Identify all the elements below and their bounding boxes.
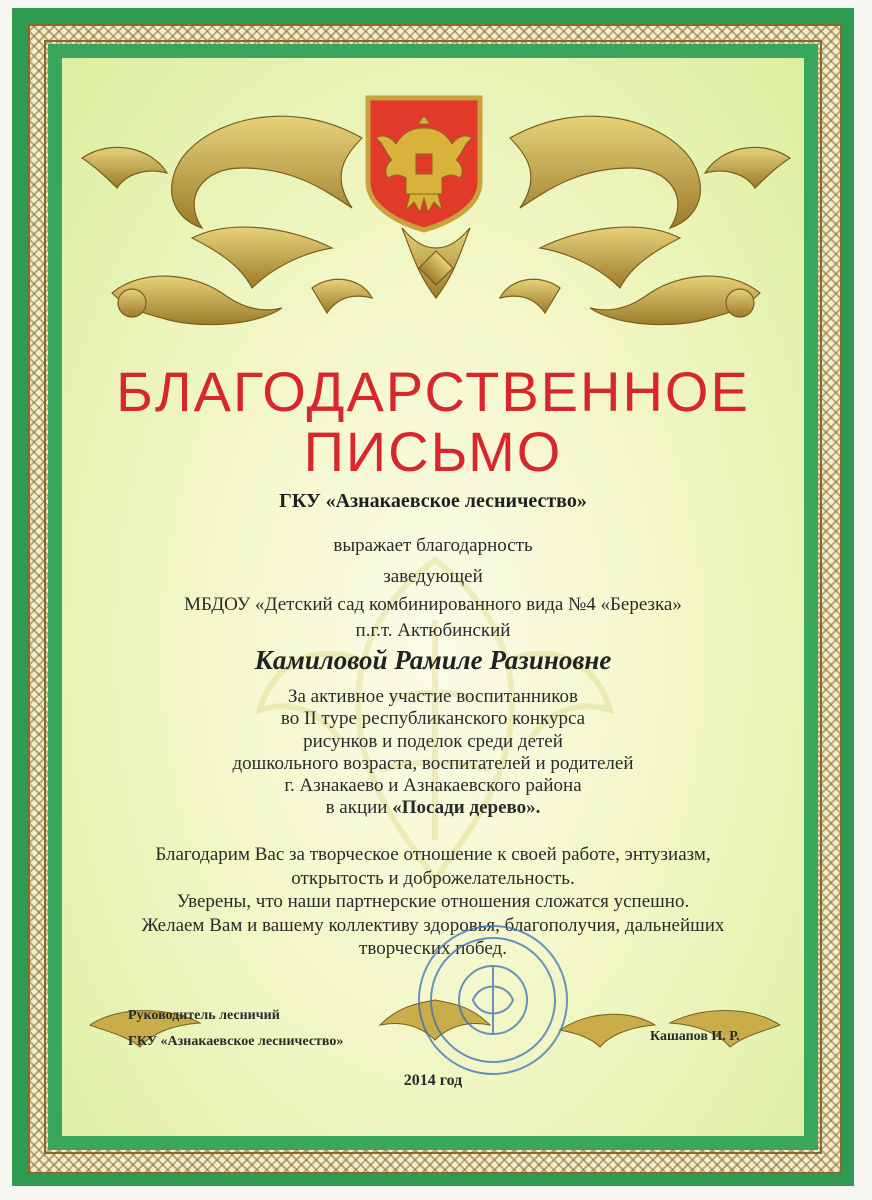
title-line-2: ПИСЬМО [303, 420, 563, 483]
signatory-title-line-1: Руководитель лесничий [128, 1008, 280, 1023]
merit-line: рисунков и поделок среди детей [303, 730, 563, 752]
recipient-name: Камиловой Рамиле Разиновне [254, 645, 612, 675]
document-year: 2014 год [403, 1072, 463, 1089]
merit-line: За активное участие воспитанников [287, 686, 578, 707]
thanks-line: Благодарим Вас за творческое отношение к своей работе, энтузиазм, [155, 844, 711, 865]
campaign-name: «Посади дерево». [392, 797, 541, 819]
thanks-line: творческих побед. [359, 938, 507, 959]
institution-text: МБДОУ «Детский сад комбинированного вида №4 «Березка» [184, 594, 682, 615]
thanks-line: Уверены, что наши партнерские отношения сложатся успешно. [176, 891, 690, 912]
thanks-line: Желаем Вам и вашему коллективу здоровья, благополучия, дальнейших [141, 914, 725, 936]
merit-line: во II туре республиканского конкурса [280, 708, 586, 730]
organization-name: ГКУ «Азнакаевское лесничество» [279, 490, 587, 512]
merit-line: г. Азнакаево и Азнакаевского района [284, 775, 582, 797]
campaign-line [62, 797, 804, 819]
merit-block [62, 686, 804, 820]
title-line-1: БЛАГОДАРСТВЕННОЕ [116, 360, 750, 423]
merit-line: дошкольного возраста, воспитателей и родителей [232, 752, 634, 774]
signatory-title-line-2: ГКУ «Азнакаевское лесничество» [128, 1034, 344, 1049]
coat-of-arms-icon [362, 94, 486, 234]
round-stamp-icon [398, 920, 588, 1080]
signatory-name: Кашапов И. Р. [650, 1029, 740, 1044]
settlement-text: п.г.т. Актюбинский [355, 620, 511, 641]
position-text: заведующей [383, 566, 483, 587]
thanks-line: открытость и доброжелательность. [291, 867, 575, 889]
signatory-title [128, 1003, 343, 1055]
campaign-prefix: в акции [325, 797, 393, 819]
expresses-text: выражает благодарность [333, 535, 533, 556]
